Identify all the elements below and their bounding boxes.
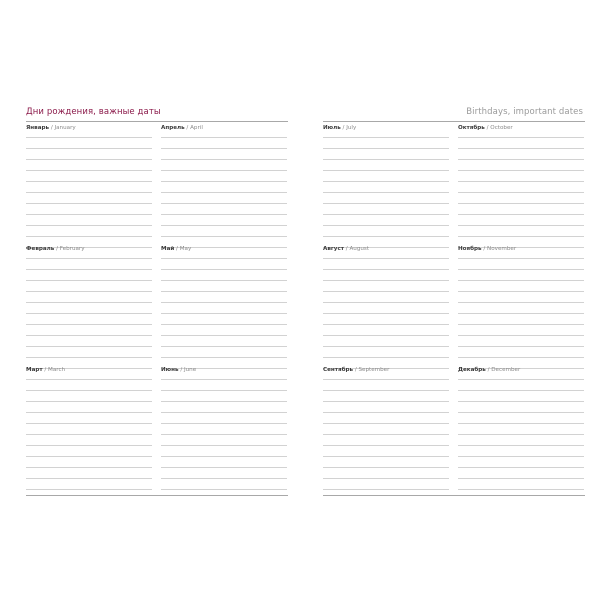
writing-line[interactable] (26, 445, 152, 446)
month-separator: / (486, 125, 489, 131)
month-separator: / (345, 246, 348, 252)
month-title (323, 124, 449, 132)
writing-line[interactable] (458, 412, 584, 413)
writing-line[interactable] (323, 456, 449, 457)
writing-line[interactable] (458, 137, 584, 138)
header-rule (323, 121, 585, 122)
month-block-october (458, 124, 584, 132)
month-title (161, 366, 287, 374)
writing-line[interactable] (323, 357, 449, 358)
writing-line[interactable] (323, 313, 449, 314)
month-name-en: October (490, 125, 513, 131)
month-name-ru: Декабрь (458, 367, 486, 373)
writing-line[interactable] (458, 346, 584, 347)
writing-line[interactable] (26, 280, 152, 281)
writing-line[interactable] (26, 324, 152, 325)
writing-line[interactable] (323, 203, 449, 204)
writing-line[interactable] (26, 412, 152, 413)
month-separator: / (56, 246, 58, 252)
month-title (458, 366, 584, 374)
month-separator: / (176, 246, 178, 252)
writing-line[interactable] (323, 269, 449, 270)
month-name-en: November (487, 246, 517, 252)
writing-line[interactable] (161, 423, 287, 424)
writing-line[interactable] (458, 445, 584, 446)
writing-line[interactable] (458, 258, 584, 259)
month-name-en: January (54, 125, 76, 131)
writing-line[interactable] (26, 159, 152, 160)
writing-line[interactable] (458, 456, 584, 457)
writing-line[interactable] (323, 170, 449, 171)
writing-line[interactable] (26, 258, 152, 259)
month-name-ru: Май (161, 246, 175, 252)
writing-line[interactable] (458, 203, 584, 204)
writing-line[interactable] (161, 324, 287, 325)
month-block-september (323, 366, 449, 374)
writing-line[interactable] (26, 170, 152, 171)
month-name-ru: Март (26, 367, 43, 373)
writing-line[interactable] (323, 148, 449, 149)
writing-line[interactable] (458, 335, 584, 336)
writing-line[interactable] (161, 291, 287, 292)
month-title (26, 124, 152, 132)
writing-line[interactable] (323, 467, 449, 468)
writing-line[interactable] (161, 170, 287, 171)
writing-line[interactable] (26, 148, 152, 149)
writing-line[interactable] (26, 456, 152, 457)
month-title (323, 366, 449, 374)
writing-line[interactable] (161, 467, 287, 468)
month-block-june (161, 366, 287, 374)
month-separator: / (180, 367, 183, 373)
writing-line[interactable] (458, 170, 584, 171)
writing-line[interactable] (26, 401, 152, 402)
writing-line[interactable] (26, 478, 152, 479)
writing-line[interactable] (458, 280, 584, 281)
writing-line[interactable] (161, 214, 287, 215)
writing-line[interactable] (458, 324, 584, 325)
month-title (26, 366, 152, 374)
writing-line[interactable] (161, 434, 287, 435)
writing-line[interactable] (323, 214, 449, 215)
month-separator: / (354, 367, 357, 373)
writing-line[interactable] (26, 181, 152, 182)
writing-line[interactable] (458, 489, 584, 490)
writing-line[interactable] (26, 214, 152, 215)
writing-line[interactable] (26, 357, 152, 358)
writing-line[interactable] (458, 434, 584, 435)
month-block-august (323, 245, 449, 253)
writing-line[interactable] (161, 335, 287, 336)
month-name-ru: Ноябрь (458, 246, 482, 252)
month-name-en: August (349, 246, 370, 252)
month-name-en: December (491, 367, 521, 373)
month-block-december (458, 366, 584, 374)
writing-line[interactable] (26, 313, 152, 314)
writing-line[interactable] (161, 346, 287, 347)
writing-line[interactable] (161, 258, 287, 259)
month-name-ru: Февраль (26, 246, 55, 252)
writing-line[interactable] (323, 324, 449, 325)
writing-line[interactable] (458, 401, 584, 402)
writing-line[interactable] (161, 489, 287, 490)
writing-line[interactable] (323, 291, 449, 292)
writing-line[interactable] (458, 467, 584, 468)
writing-line[interactable] (458, 302, 584, 303)
writing-line[interactable] (26, 225, 152, 226)
month-separator: / (487, 367, 490, 373)
writing-line[interactable] (26, 467, 152, 468)
writing-line[interactable] (161, 137, 287, 138)
writing-line[interactable] (161, 357, 287, 358)
writing-line[interactable] (161, 478, 287, 479)
writing-line[interactable] (458, 236, 584, 237)
writing-line[interactable] (323, 258, 449, 259)
month-name-ru: Июнь (161, 367, 179, 373)
month-name-en: July (346, 125, 357, 131)
writing-line[interactable] (26, 203, 152, 204)
writing-line[interactable] (458, 379, 584, 380)
writing-line[interactable] (458, 159, 584, 160)
month-block-july (323, 124, 449, 132)
writing-line[interactable] (323, 390, 449, 391)
writing-line[interactable] (323, 225, 449, 226)
month-title (458, 245, 584, 253)
month-separator: / (483, 246, 486, 252)
month-name-en: April (190, 125, 203, 131)
month-block-may (161, 245, 287, 253)
writing-line[interactable] (323, 192, 449, 193)
writing-line[interactable] (323, 489, 449, 490)
month-name-ru: Июль (323, 125, 341, 131)
writing-line[interactable] (323, 379, 449, 380)
month-name-en: March (48, 367, 66, 373)
writing-line[interactable] (161, 225, 287, 226)
month-title (323, 245, 449, 253)
month-title (161, 124, 287, 132)
writing-line[interactable] (26, 423, 152, 424)
month-name-ru: Январь (26, 125, 50, 131)
month-name-en: June (183, 367, 197, 373)
month-name-en: February (59, 246, 85, 252)
month-block-january (26, 124, 152, 132)
writing-line[interactable] (161, 390, 287, 391)
writing-line[interactable] (26, 236, 152, 237)
writing-line[interactable] (161, 148, 287, 149)
month-title (26, 245, 152, 253)
writing-line[interactable] (323, 181, 449, 182)
month-title (458, 124, 584, 132)
writing-line[interactable] (26, 346, 152, 347)
header-rule (26, 121, 288, 122)
month-name-ru: Август (323, 246, 344, 252)
month-name-en: May (179, 246, 192, 252)
writing-line[interactable] (26, 302, 152, 303)
writing-line[interactable] (323, 159, 449, 160)
month-block-april (161, 124, 287, 132)
writing-line[interactable] (161, 203, 287, 204)
writing-line[interactable] (161, 456, 287, 457)
writing-line[interactable] (26, 489, 152, 490)
writing-line[interactable] (26, 192, 152, 193)
month-separator: / (50, 125, 53, 131)
writing-line[interactable] (26, 269, 152, 270)
writing-line[interactable] (26, 390, 152, 391)
month-block-november (458, 245, 584, 253)
writing-line[interactable] (26, 434, 152, 435)
writing-line[interactable] (161, 313, 287, 314)
writing-line[interactable] (161, 401, 287, 402)
writing-line[interactable] (458, 269, 584, 270)
writing-line[interactable] (323, 236, 449, 237)
writing-line[interactable] (323, 412, 449, 413)
writing-line[interactable] (323, 302, 449, 303)
month-title (161, 245, 287, 253)
writing-line[interactable] (161, 379, 287, 380)
writing-line[interactable] (323, 137, 449, 138)
writing-line[interactable] (458, 390, 584, 391)
writing-line[interactable] (161, 181, 287, 182)
writing-line[interactable] (458, 291, 584, 292)
writing-line[interactable] (323, 401, 449, 402)
writing-line[interactable] (323, 445, 449, 446)
month-separator: / (44, 367, 47, 373)
writing-line[interactable] (323, 346, 449, 347)
writing-line[interactable] (323, 335, 449, 336)
writing-line[interactable] (458, 181, 584, 182)
writing-line[interactable] (161, 159, 287, 160)
writing-line[interactable] (161, 302, 287, 303)
writing-line[interactable] (161, 192, 287, 193)
bottom-rule (323, 495, 585, 496)
month-separator: / (186, 125, 189, 131)
writing-line[interactable] (323, 478, 449, 479)
month-block-march (26, 366, 152, 374)
writing-line[interactable] (161, 445, 287, 446)
left-page-header: Дни рождения, важные даты (26, 107, 161, 117)
right-page-header: Birthdays, important dates (466, 107, 583, 117)
right-page (305, 0, 610, 610)
month-name-ru: Апрель (161, 125, 185, 131)
writing-line[interactable] (458, 423, 584, 424)
writing-line[interactable] (458, 225, 584, 226)
writing-line[interactable] (323, 434, 449, 435)
writing-line[interactable] (323, 280, 449, 281)
month-separator: / (342, 125, 345, 131)
writing-line[interactable] (161, 236, 287, 237)
month-name-ru: Октябрь (458, 125, 485, 131)
writing-line[interactable] (26, 379, 152, 380)
writing-line[interactable] (458, 478, 584, 479)
writing-line[interactable] (161, 412, 287, 413)
bottom-rule (26, 495, 288, 496)
writing-line[interactable] (458, 148, 584, 149)
writing-line[interactable] (458, 214, 584, 215)
writing-line[interactable] (161, 280, 287, 281)
month-name-en: September (358, 367, 390, 373)
month-name-ru: Сентябрь (323, 367, 354, 373)
writing-line[interactable] (26, 137, 152, 138)
writing-line[interactable] (26, 291, 152, 292)
writing-line[interactable] (323, 423, 449, 424)
month-block-february (26, 245, 152, 253)
writing-line[interactable] (458, 357, 584, 358)
writing-line[interactable] (26, 335, 152, 336)
writing-line[interactable] (458, 313, 584, 314)
writing-line[interactable] (458, 192, 584, 193)
writing-line[interactable] (161, 269, 287, 270)
